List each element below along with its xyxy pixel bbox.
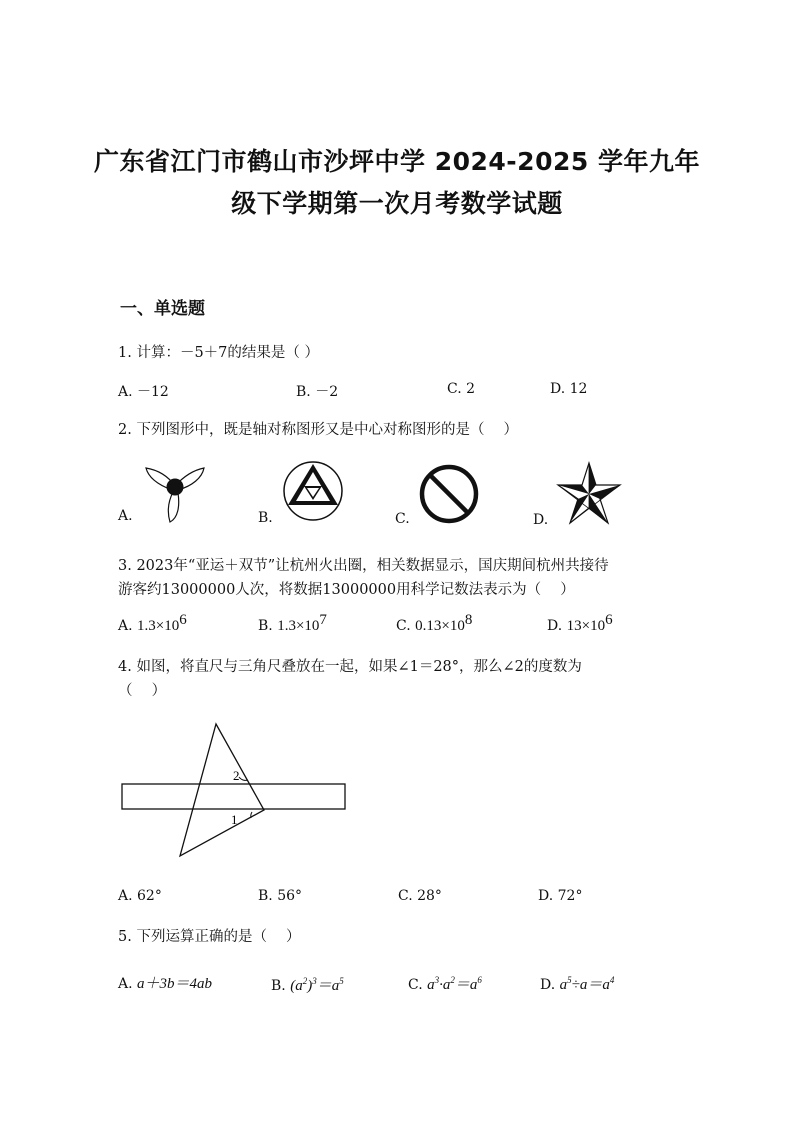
q4-stem-line-1: 4. 如图，将直尺与三角尺叠放在一起，如果∠1＝28°，那么∠2的度数为 — [118, 659, 582, 675]
q5-option-a: A. a＋3b＝4ab — [118, 976, 213, 992]
q5-option-d: D. $a^5\div a=a^4$ — [540, 975, 615, 993]
q3-option-d: D. $13\times 10^6$ — [547, 612, 613, 634]
q4-option-c: C. 28° — [398, 888, 442, 904]
circle-triangle-figure — [282, 460, 344, 522]
q5-option-c: C. $a^3\cdot a^2=a^6$ — [408, 975, 482, 993]
ruler-triangle-figure — [118, 718, 350, 860]
q3-option-a: A. $1.3\times 10^6$ — [118, 612, 187, 634]
q5-stem: 5. 下列运算正确的是（ ） — [118, 929, 301, 945]
star-figure — [556, 461, 622, 525]
q4-option-d: D. 72° — [538, 888, 583, 904]
q1-option-d: D. 12 — [550, 381, 588, 397]
q3-option-c: C. $0.13\times 10^8$ — [396, 612, 473, 634]
set-square — [180, 724, 264, 856]
q2-option-d: D. — [533, 512, 549, 528]
page-title-line-1: 广东省江门市鹤山市沙坪中学 2024-2025 学年九年 — [94, 147, 700, 176]
q3-option-b: B. $1.3\times 10^7$ — [258, 612, 327, 634]
q4-stem-line-2: （ ） — [118, 683, 167, 699]
fan-figure — [140, 462, 210, 526]
q4-option-b: B. 56° — [258, 888, 303, 904]
angle-2-label: 2 — [233, 768, 240, 783]
q2-stem: 2. 下列图形中，既是轴对称图形又是中心对称图形的是（ ） — [118, 422, 519, 438]
ruler — [122, 784, 345, 809]
q2-option-b: B. — [258, 510, 273, 526]
page-title-line-2: 级下学期第一次月考数学试题 — [231, 189, 563, 218]
q1-option-a: A. －12 — [118, 384, 169, 400]
prohibition-sign-figure — [418, 463, 480, 525]
q1-option-b: B. －2 — [296, 384, 339, 400]
q1-stem: 1. 计算：－5＋7的结果是（ ） — [118, 345, 320, 361]
q2-option-a: A. — [118, 508, 133, 524]
q4-option-a: A. 62° — [118, 888, 162, 904]
q3-stem-line-1: 3. 2023年“亚运＋双节”让杭州火出圈，相关数据显示，国庆期间杭州共接待 — [118, 558, 609, 574]
section-heading: 一、单选题 — [120, 299, 205, 319]
q1-option-c: C. 2 — [447, 381, 476, 397]
q2-option-c: C. — [395, 511, 410, 527]
q3-stem-line-2: 游客约13000000人次，将数据13000000用科学记数法表示为（ ） — [118, 582, 575, 598]
angle-1-label: 1 — [231, 812, 238, 827]
q5-option-b: B. $(a^2)^3=a^5$ — [271, 976, 344, 994]
